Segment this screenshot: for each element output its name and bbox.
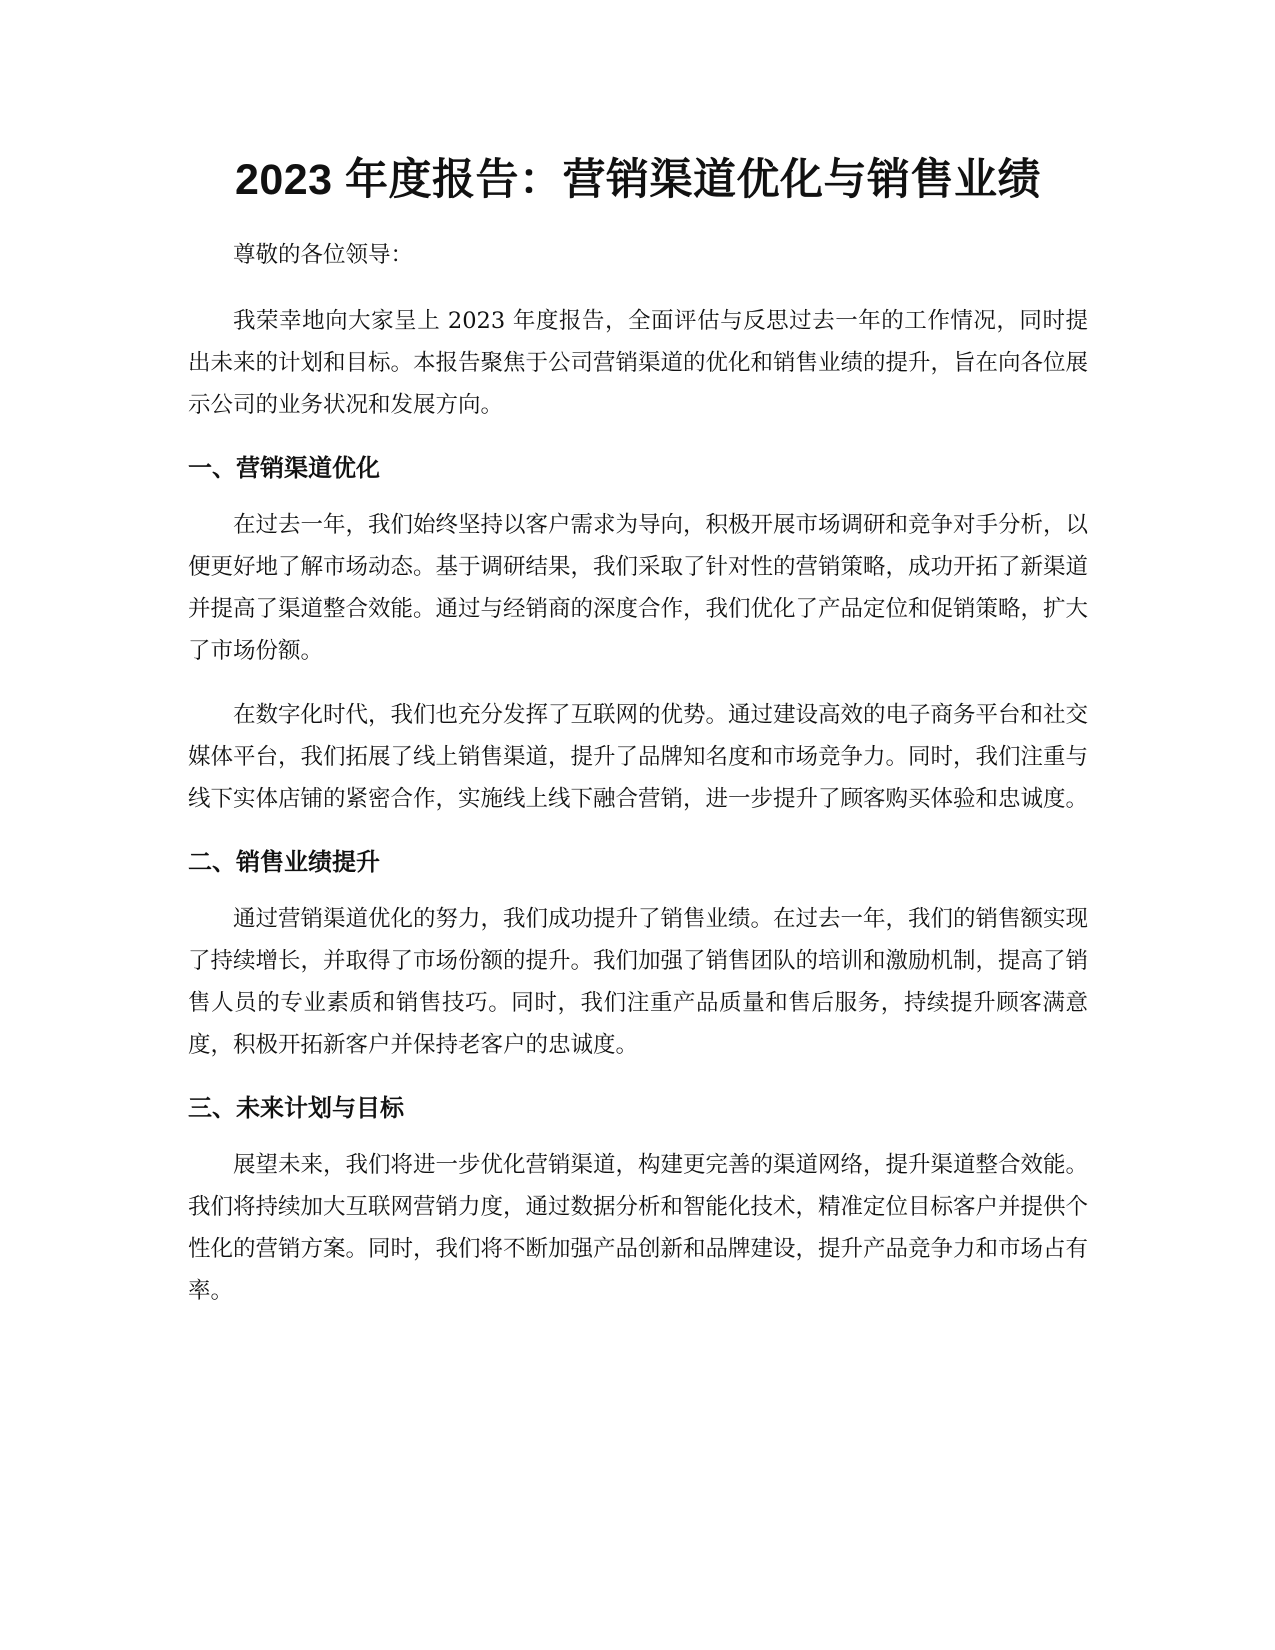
section-2-paragraph-1: 通过营销渠道优化的努力，我们成功提升了销售业绩。在过去一年，我们的销售额实现了持续增长，并取得了市场份额的提升。我们加强了销售团队的培训和激励机制，提高了销售人员的专业素质和销售技巧。同时，我们注重产品质量和售后服务，持续提升顾客满意度，积极开拓新客户并保持老客户的忠诚度。 xyxy=(188,906,1089,1058)
section-3-paragraph-1: 展望未来，我们将进一步优化营销渠道，构建更完善的渠道网络，提升渠道整合效能。我们将持续加大互联网营销力度，通过数据分析和智能化技术，精准定位目标客户并提供个性化的营销方案。同时，我们将不断加强产品创新和品牌建设，提升产品竞争力和市场占有率。 xyxy=(188,1152,1089,1304)
section-1-paragraph-2: 在数字化时代，我们也充分发挥了互联网的优势。通过建设高效的电子商务平台和社交媒体平台，我们拓展了线上销售渠道，提升了品牌知名度和市场竞争力。同时，我们注重与线下实体店铺的紧密合作，实施线上线下融合营销，进一步提升了顾客购买体验和忠诚度。 xyxy=(188,702,1089,812)
section-heading-sales-performance: 二、销售业绩提升 xyxy=(188,849,380,876)
document-title: 2023 年度报告：营销渠道优化与销售业绩 xyxy=(234,156,1042,204)
section-heading-future-plans: 三、未来计划与目标 xyxy=(188,1095,404,1122)
greeting-line: 尊敬的各位领导： xyxy=(233,242,414,268)
section-heading-channel-optimization: 一、营销渠道优化 xyxy=(188,455,380,482)
intro-paragraph: 我荣幸地向大家呈上 2023 年度报告，全面评估与反思过去一年的工作情况，同时提出未来的计划和目标。本报告聚焦于公司营销渠道的优化和销售业绩的提升，旨在向各位展示公司的业务状况和发展方向。 xyxy=(188,308,1089,418)
document-page xyxy=(188,148,1088,1334)
section-1-paragraph-1: 在过去一年，我们始终坚持以客户需求为导向，积极开展市场调研和竞争对手分析，以便更好地了解市场动态。基于调研结果，我们采取了针对性的营销策略，成功开拓了新渠道并提高了渠道整合效能。通过与经销商的深度合作，我们优化了产品定位和促销策略，扩大了市场份额。 xyxy=(188,512,1089,664)
